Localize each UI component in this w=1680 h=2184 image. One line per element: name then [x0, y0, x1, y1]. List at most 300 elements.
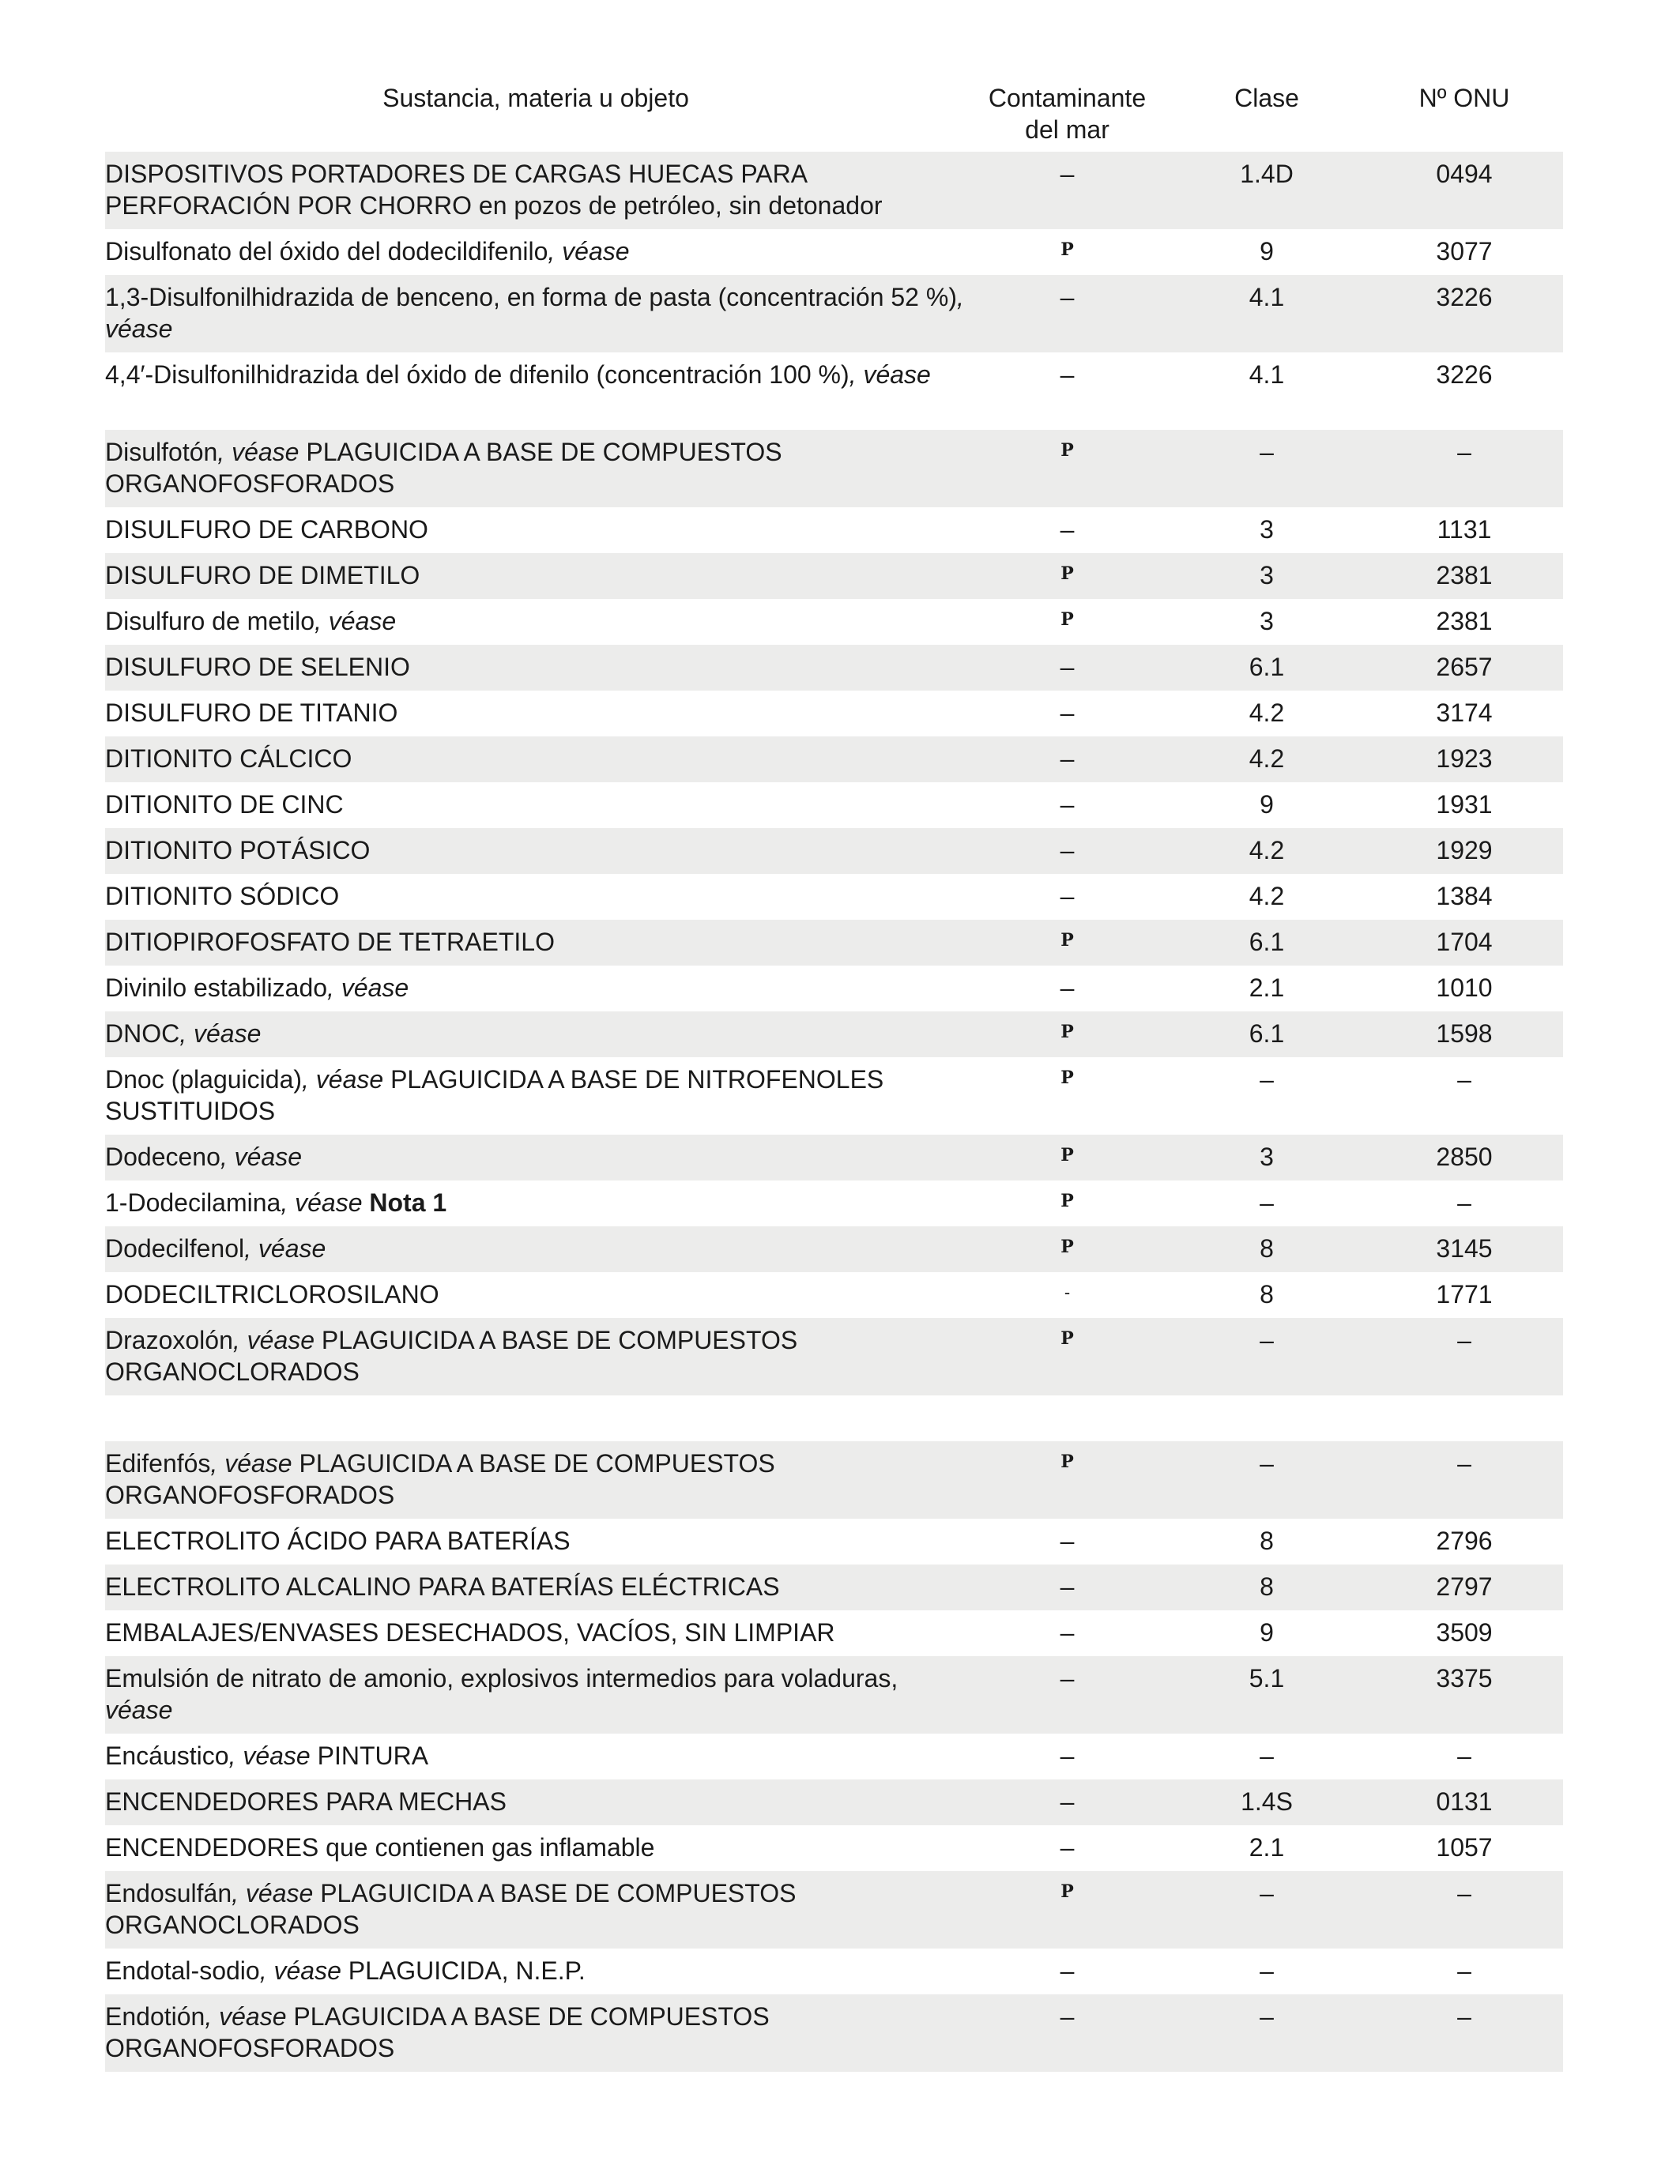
un-number-cell: [1365, 430, 1563, 507]
un-number-value: 0494: [1436, 160, 1493, 188]
substance-name-text: Endotión: [105, 2002, 205, 2031]
marine-pollutant-value: P: [1060, 609, 1074, 630]
substance-name-cell: [105, 1057, 966, 1135]
class-cell: [1168, 782, 1365, 828]
header-class: [1168, 79, 1365, 152]
un-number-cell: [1365, 1441, 1563, 1519]
header-class-text: Clase: [1234, 84, 1299, 112]
marine-pollutant-cell: [966, 1871, 1168, 1949]
un-number-value: –: [1457, 1065, 1471, 1094]
class-cell: [1168, 1057, 1365, 1135]
un-number-value: 1131: [1437, 515, 1492, 544]
substance-name-text: , véase: [179, 1019, 262, 1048]
class-cell: [1168, 1226, 1365, 1272]
substance-name-text: PLAGUICIDA, N.E.P.: [341, 1956, 586, 1985]
class-value: –: [1260, 1742, 1274, 1770]
substance-name-text: véase: [105, 1696, 173, 1724]
class-cell: [1168, 352, 1365, 430]
class-value: 5.1: [1249, 1664, 1285, 1693]
un-number-value: 1384: [1436, 882, 1493, 910]
class-value: 8: [1260, 1234, 1274, 1263]
substance-name-cell: [105, 1994, 966, 2072]
substance-name-text: , véase: [548, 237, 630, 265]
substance-name-text: ENCENDEDORES PARA MECHAS: [105, 1787, 507, 1816]
table-row: [105, 1318, 1563, 1395]
un-number-value: 3174: [1436, 699, 1493, 727]
substance-name-cell: [105, 966, 966, 1011]
class-value: 2.1: [1249, 973, 1285, 1002]
class-value: –: [1260, 1449, 1274, 1478]
substance-name-cell: [105, 782, 966, 828]
document-page: [105, 79, 1563, 2072]
substance-name-cell: [105, 1656, 966, 1734]
table-row: [105, 599, 1563, 645]
substance-name-text: DISULFURO DE SELENIO: [105, 653, 410, 681]
substance-name-cell: [105, 430, 966, 507]
marine-pollutant-value: –: [1060, 882, 1075, 910]
table-row: [105, 1871, 1563, 1949]
table-row: [105, 507, 1563, 553]
substances-table: [105, 79, 1563, 2072]
un-number-value: 1010: [1436, 973, 1493, 1002]
substance-name-text: DITIONITO POTÁSICO: [105, 836, 371, 864]
class-value: 1.4S: [1241, 1787, 1293, 1816]
substance-name-text: , véase: [232, 1879, 314, 1907]
class-cell: [1168, 152, 1365, 229]
substance-name-cell: [105, 828, 966, 874]
class-value: 6.1: [1249, 1019, 1285, 1048]
class-value: –: [1260, 1879, 1274, 1907]
class-cell: [1168, 430, 1365, 507]
marine-pollutant-cell: [966, 1610, 1168, 1656]
un-number-cell: [1365, 1226, 1563, 1272]
spacer-cell: [105, 1395, 1563, 1441]
un-number-cell: [1365, 966, 1563, 1011]
class-value: 9: [1260, 237, 1274, 265]
class-value: –: [1260, 1065, 1274, 1094]
un-number-cell: [1365, 1519, 1563, 1565]
marine-pollutant-value: –: [1060, 515, 1075, 544]
substance-name-text: Edifenfós: [105, 1449, 211, 1478]
class-value: –: [1260, 438, 1274, 466]
un-number-value: 1931: [1436, 790, 1493, 819]
substance-name-text: , véase: [315, 607, 397, 635]
class-cell: [1168, 1994, 1365, 2072]
substance-name-cell: [105, 1272, 966, 1318]
table-row: [105, 966, 1563, 1011]
un-number-cell: [1365, 874, 1563, 920]
class-value: –: [1260, 1188, 1274, 1217]
substance-name-text: PLAGUICIDA A BASE DE COMPUESTOS ORGANOFOSFORADOS: [105, 2002, 770, 2062]
table-row: [105, 1441, 1563, 1519]
table-row: [105, 152, 1563, 229]
un-number-value: 3375: [1436, 1664, 1493, 1693]
class-cell: [1168, 1949, 1365, 1994]
substance-name-cell: [105, 1949, 966, 1994]
substance-name-text: PLAGUICIDA A BASE DE COMPUESTOS ORGANOCLORADOS: [105, 1879, 797, 1939]
table-row: [105, 782, 1563, 828]
marine-pollutant-cell: [966, 1318, 1168, 1395]
class-value: 4.1: [1249, 283, 1285, 311]
un-number-value: –: [1457, 2002, 1471, 2031]
marine-pollutant-value: P: [1060, 1145, 1074, 1165]
marine-pollutant-value: –: [1060, 160, 1075, 188]
substance-name-text: Disulfonato del óxido del dodecildifenilo: [105, 237, 548, 265]
un-number-cell: [1365, 1825, 1563, 1871]
class-value: 9: [1260, 790, 1274, 819]
substance-name-text: Dodecilfenol: [105, 1234, 245, 1263]
substance-name-cell: [105, 1441, 966, 1519]
substance-name-text: , véase: [259, 1956, 341, 1985]
table-row: [105, 229, 1563, 275]
un-number-value: 2797: [1436, 1572, 1493, 1601]
un-number-cell: [1365, 1779, 1563, 1825]
un-number-cell: [1365, 645, 1563, 691]
marine-pollutant-value: P: [1060, 1191, 1074, 1211]
marine-pollutant-value: –: [1060, 1833, 1075, 1862]
class-cell: [1168, 1272, 1365, 1318]
un-number-value: 2657: [1436, 653, 1493, 681]
table-row: [105, 1057, 1563, 1135]
class-cell: [1168, 1011, 1365, 1057]
header-pollutant-line2: del mar: [1025, 115, 1109, 144]
un-number-value: 0131: [1436, 1787, 1493, 1816]
marine-pollutant-cell: [966, 920, 1168, 966]
substance-name-text: , véase: [105, 283, 964, 343]
table-body: [105, 152, 1563, 2072]
un-number-cell: [1365, 553, 1563, 599]
substance-name-text: DNOC: [105, 1019, 180, 1048]
un-number-value: –: [1457, 1188, 1471, 1217]
header-substance: [105, 79, 966, 152]
substance-name-text: , véase: [210, 1449, 292, 1478]
substance-name-text: DODECILTRICLOROSILANO: [105, 1280, 439, 1309]
substance-name-cell: [105, 352, 966, 430]
marine-pollutant-value: P: [1060, 1881, 1074, 1902]
table-row: [105, 874, 1563, 920]
substance-name-text: Endotal-sodio: [105, 1956, 260, 1985]
un-number-cell: [1365, 275, 1563, 352]
substance-name-cell: [105, 1610, 966, 1656]
un-number-cell: [1365, 1610, 1563, 1656]
marine-pollutant-value: P: [1060, 440, 1074, 461]
substance-name-text: , véase: [232, 1326, 315, 1354]
table-header: [105, 79, 1563, 152]
marine-pollutant-cell: [966, 1011, 1168, 1057]
marine-pollutant-value: –: [1060, 1572, 1075, 1601]
marine-pollutant-value: –: [1060, 1956, 1075, 1985]
class-cell: [1168, 874, 1365, 920]
class-value: 8: [1260, 1572, 1274, 1601]
substance-name-cell: [105, 920, 966, 966]
un-number-value: –: [1457, 1326, 1471, 1354]
substance-name-text: , véase: [327, 973, 409, 1002]
un-number-cell: [1365, 599, 1563, 645]
class-cell: [1168, 1519, 1365, 1565]
class-cell: [1168, 599, 1365, 645]
un-number-value: 3145: [1436, 1234, 1493, 1263]
substance-name-cell: [105, 1734, 966, 1779]
substance-name-text: PLAGUICIDA A BASE DE COMPUESTOS ORGANOFOSFORADOS: [105, 438, 782, 498]
un-number-value: –: [1457, 1879, 1471, 1907]
header-un-text: Nº ONU: [1418, 84, 1510, 112]
un-number-cell: [1365, 1871, 1563, 1949]
un-number-value: 1598: [1436, 1019, 1493, 1048]
un-number-cell: [1365, 1565, 1563, 1610]
substance-name-text: DITIONITO SÓDICO: [105, 882, 340, 910]
marine-pollutant-value: P: [1060, 1022, 1074, 1042]
marine-pollutant-cell: [966, 1734, 1168, 1779]
marine-pollutant-cell: [966, 874, 1168, 920]
class-cell: [1168, 1825, 1365, 1871]
marine-pollutant-cell: [966, 645, 1168, 691]
un-number-cell: [1365, 1734, 1563, 1779]
table-row: [105, 1135, 1563, 1180]
marine-pollutant-value: –: [1060, 836, 1075, 864]
class-cell: [1168, 507, 1365, 553]
class-cell: [1168, 1180, 1365, 1226]
marine-pollutant-value: –: [1060, 653, 1075, 681]
substance-name-text: Disulfuro de metilo: [105, 607, 315, 635]
substance-name-text: PINTURA: [310, 1742, 429, 1770]
substance-name-text: PLAGUICIDA A BASE DE COMPUESTOS ORGANOFOSFORADOS: [105, 1449, 775, 1509]
marine-pollutant-cell: [966, 152, 1168, 229]
un-number-cell: [1365, 1656, 1563, 1734]
substance-name-cell: [105, 553, 966, 599]
marine-pollutant-cell: [966, 599, 1168, 645]
table-row: [105, 1226, 1563, 1272]
class-cell: [1168, 553, 1365, 599]
un-number-cell: [1365, 229, 1563, 275]
class-cell: [1168, 1871, 1365, 1949]
marine-pollutant-cell: [966, 507, 1168, 553]
table-row: [105, 1180, 1563, 1226]
class-cell: [1168, 1610, 1365, 1656]
class-value: 4.2: [1249, 882, 1285, 910]
substance-name-text: Dnoc (plaguicida): [105, 1065, 303, 1094]
class-value: 4.1: [1249, 360, 1285, 389]
substance-name-text: DISULFURO DE DIMETILO: [105, 561, 420, 589]
class-cell: [1168, 1779, 1365, 1825]
class-cell: [1168, 920, 1365, 966]
table-row: [105, 736, 1563, 782]
class-value: –: [1260, 1956, 1274, 1985]
marine-pollutant-cell: [966, 1565, 1168, 1610]
substance-name-text: ELECTROLITO ÁCIDO PARA BATERÍAS: [105, 1527, 571, 1555]
class-value: 2.1: [1249, 1833, 1285, 1862]
substance-name-cell: [105, 1871, 966, 1949]
table-row: [105, 1610, 1563, 1656]
marine-pollutant-value: P: [1060, 1328, 1074, 1349]
un-number-value: 1923: [1436, 744, 1493, 773]
marine-pollutant-value: P: [1060, 563, 1074, 584]
substance-name-text: , véase: [228, 1742, 311, 1770]
substance-name-text: , véase: [302, 1065, 384, 1094]
class-value: 9: [1260, 1618, 1274, 1647]
un-number-value: 2381: [1436, 561, 1493, 589]
substance-name-text: , véase: [281, 1188, 363, 1217]
substance-name-text: Divinilo estabilizado: [105, 973, 328, 1002]
un-number-value: 2381: [1436, 607, 1493, 635]
substance-name-cell: [105, 1011, 966, 1057]
marine-pollutant-value: –: [1060, 744, 1075, 773]
table-row: [105, 1565, 1563, 1610]
substance-name-text: 1-Dodecilamina: [105, 1188, 281, 1217]
marine-pollutant-value: P: [1060, 930, 1074, 951]
marine-pollutant-cell: [966, 1272, 1168, 1318]
un-number-value: 3509: [1436, 1618, 1493, 1647]
marine-pollutant-value: P: [1060, 239, 1074, 260]
substance-name-cell: [105, 229, 966, 275]
substance-name-text: EMBALAJES/ENVASES DESECHADOS, VACÍOS, SIN LIMPIAR: [105, 1618, 835, 1647]
substance-name-cell: [105, 1180, 966, 1226]
substance-name-text: Nota 1: [362, 1188, 447, 1217]
marine-pollutant-value: –: [1060, 360, 1075, 389]
marine-pollutant-cell: [966, 1519, 1168, 1565]
substance-name-text: PLAGUICIDA A BASE DE NITROFENOLES SUSTITUIDOS: [105, 1065, 884, 1125]
substance-name-cell: [105, 599, 966, 645]
class-value: 8: [1260, 1280, 1274, 1309]
un-number-value: –: [1457, 1956, 1471, 1985]
un-number-cell: [1365, 1272, 1563, 1318]
marine-pollutant-value: –: [1060, 973, 1075, 1002]
table-row: [105, 1011, 1563, 1057]
substance-name-cell: [105, 1318, 966, 1395]
un-number-value: –: [1457, 438, 1471, 466]
table-row: [105, 1734, 1563, 1779]
substance-name-text: , véase: [220, 1143, 303, 1171]
un-number-value: 2850: [1436, 1143, 1493, 1171]
un-number-value: 3226: [1436, 283, 1493, 311]
class-value: 6.1: [1249, 653, 1285, 681]
class-value: 6.1: [1249, 928, 1285, 956]
class-cell: [1168, 1441, 1365, 1519]
table-row: [105, 1949, 1563, 1994]
header-pollutant-line1: Contaminante: [988, 84, 1147, 112]
substance-name-text: Dodeceno: [105, 1143, 220, 1171]
marine-pollutant-cell: [966, 1656, 1168, 1734]
section-spacer: [105, 1395, 1563, 1441]
class-value: 4.2: [1249, 836, 1285, 864]
un-number-cell: [1365, 1011, 1563, 1057]
class-value: 8: [1260, 1527, 1274, 1555]
un-number-cell: [1365, 1318, 1563, 1395]
substance-name-text: DITIONITO CÁLCICO: [105, 744, 352, 773]
un-number-cell: [1365, 782, 1563, 828]
un-number-cell: [1365, 828, 1563, 874]
class-value: 1.4D: [1240, 160, 1294, 188]
substance-name-text: Drazoxolón: [105, 1326, 233, 1354]
un-number-cell: [1365, 736, 1563, 782]
substance-name-cell: [105, 1135, 966, 1180]
marine-pollutant-cell: [966, 352, 1168, 430]
marine-pollutant-cell: [966, 1949, 1168, 1994]
substance-name-text: Endosulfán: [105, 1879, 232, 1907]
un-number-value: –: [1457, 1742, 1471, 1770]
marine-pollutant-value: P: [1060, 1452, 1074, 1472]
table-row: [105, 1779, 1563, 1825]
substance-name-text: ELECTROLITO ALCALINO PARA BATERÍAS ELÉCTRICAS: [105, 1572, 780, 1601]
class-value: 3: [1260, 1143, 1274, 1171]
class-cell: [1168, 275, 1365, 352]
marine-pollutant-cell: [966, 275, 1168, 352]
marine-pollutant-cell: [966, 691, 1168, 736]
class-cell: [1168, 229, 1365, 275]
marine-pollutant-cell: [966, 1994, 1168, 2072]
table-row: [105, 1272, 1563, 1318]
substance-name-cell: [105, 736, 966, 782]
un-number-value: 1704: [1436, 928, 1493, 956]
un-number-cell: [1365, 152, 1563, 229]
un-number-cell: [1365, 1135, 1563, 1180]
substance-name-text: , véase: [205, 2002, 287, 2031]
table-row: [105, 1656, 1563, 1734]
marine-pollutant-value: –: [1060, 790, 1075, 819]
un-number-value: 3077: [1436, 237, 1493, 265]
class-value: –: [1260, 1326, 1274, 1354]
substance-name-text: , véase: [217, 438, 299, 466]
substance-name-cell: [105, 645, 966, 691]
class-value: –: [1260, 2002, 1274, 2031]
substance-name-text: Encáustico: [105, 1742, 229, 1770]
table-row: [105, 1994, 1563, 2072]
class-value: 4.2: [1249, 699, 1285, 727]
class-cell: [1168, 1656, 1365, 1734]
table-row: [105, 828, 1563, 874]
substance-name-text: DISPOSITIVOS PORTADORES DE CARGAS HUECAS PARA PERFORACIÓN POR CHORRO en pozos de petróleo, sin detonador: [105, 160, 883, 220]
marine-pollutant-cell: [966, 1057, 1168, 1135]
marine-pollutant-cell: [966, 1779, 1168, 1825]
un-number-value: 2796: [1436, 1527, 1493, 1555]
class-cell: [1168, 828, 1365, 874]
un-number-cell: [1365, 507, 1563, 553]
substance-name-cell: [105, 152, 966, 229]
marine-pollutant-value: P: [1060, 1068, 1074, 1088]
un-number-cell: [1365, 1180, 1563, 1226]
table-row: [105, 553, 1563, 599]
class-cell: [1168, 691, 1365, 736]
header-pollutant: [966, 79, 1168, 152]
substance-name-text: , véase: [244, 1234, 326, 1263]
marine-pollutant-value: –: [1060, 1527, 1075, 1555]
marine-pollutant-value: P: [1060, 1237, 1074, 1257]
substance-name-text: Disulfotón: [105, 438, 218, 466]
table-row: [105, 920, 1563, 966]
marine-pollutant-cell: [966, 828, 1168, 874]
un-number-cell: [1365, 691, 1563, 736]
substance-name-cell: [105, 691, 966, 736]
substance-name-text: Emulsión de nitrato de amonio, explosivos intermedios para voladuras,: [105, 1664, 898, 1693]
un-number-cell: [1365, 920, 1563, 966]
substance-name-text: DITIONITO DE CINC: [105, 790, 344, 819]
un-number-cell: [1365, 1057, 1563, 1135]
marine-pollutant-cell: [966, 229, 1168, 275]
marine-pollutant-cell: [966, 1825, 1168, 1871]
table-row: [105, 645, 1563, 691]
substance-name-cell: [105, 275, 966, 352]
substance-name-cell: [105, 1565, 966, 1610]
substance-name-text: DISULFURO DE CARBONO: [105, 515, 428, 544]
substance-name-text: 4,4′-Disulfonilhidrazida del óxido de difenilo (concentración 100 %): [105, 360, 849, 389]
substance-name-text: DISULFURO DE TITANIO: [105, 699, 398, 727]
table-row: [105, 1825, 1563, 1871]
marine-pollutant-cell: [966, 736, 1168, 782]
header-substance-text: Sustancia, materia u objeto: [382, 84, 689, 112]
marine-pollutant-value: –: [1060, 283, 1075, 311]
marine-pollutant-value: –: [1060, 1787, 1075, 1816]
marine-pollutant-value: –: [1060, 1618, 1075, 1647]
marine-pollutant-cell: [966, 782, 1168, 828]
